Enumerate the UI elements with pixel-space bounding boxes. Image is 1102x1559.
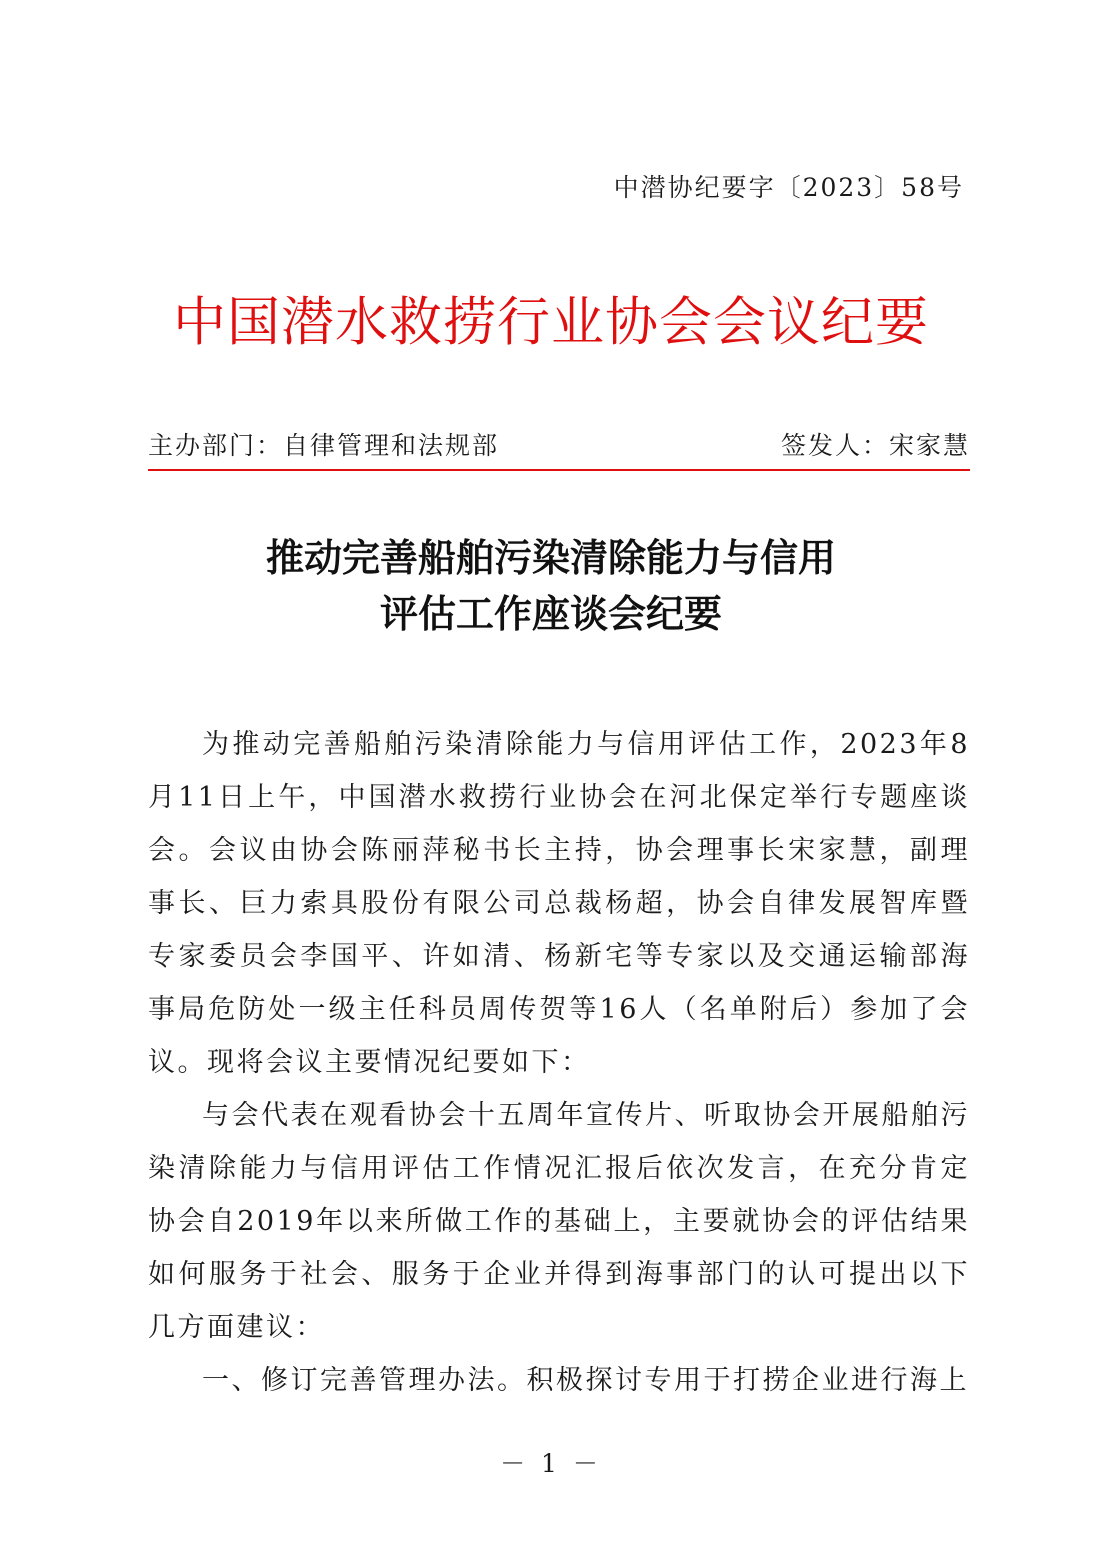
title-line-2: 评估工作座谈会纪要 <box>379 592 722 636</box>
title-line-1: 推动完善船舶污染清除能力与信用 <box>265 536 836 580</box>
page-number: － 1 － <box>500 1449 602 1478</box>
red-divider <box>148 469 970 471</box>
document-title <box>0 530 1102 642</box>
document-number: 中潜协纪要字〔2023〕58号 <box>613 173 964 202</box>
organization-header: 中国潜水救捞行业协会会议纪要 <box>173 292 929 353</box>
paragraph-2: 与会代表在观看协会十五周年宣传片、听取协会开展船舶污染清除能力与信用评估工作情况汇报后依次发言，在充分肯定协会自2019年以来所做工作的基础上，主要就协会的评估结果如何服务于社会、服务于企业并得到海事部门的认可提出以下几方面建议： <box>148 1100 970 1343</box>
department-label: 主办部门：自律管理和法规部 <box>148 431 500 460</box>
issuer-label: 签发人：宋家慧 <box>780 431 970 460</box>
body-text <box>148 718 970 1407</box>
info-row <box>148 426 970 466</box>
paragraph-1: 为推动完善船舶污染清除能力与信用评估工作，2023年8月11日上午，中国潜水救捞行业协会在河北保定举行专题座谈会。会议由协会陈丽萍秘书长主持，协会理事长宋家慧，副理事长、巨力索具股份有限公司总裁杨超，协会自律发展智库暨专家委员会李国平、许如清、杨新宅等专家以及交通运输部海事局危防处一级主任科员周传贺等16人（名单附后）参加了会议。现将会议主要情况纪要如下： <box>148 729 970 1078</box>
paragraph-3: 一、修订完善管理办法。积极探讨专用于打捞企业进行海上 <box>202 1365 969 1396</box>
